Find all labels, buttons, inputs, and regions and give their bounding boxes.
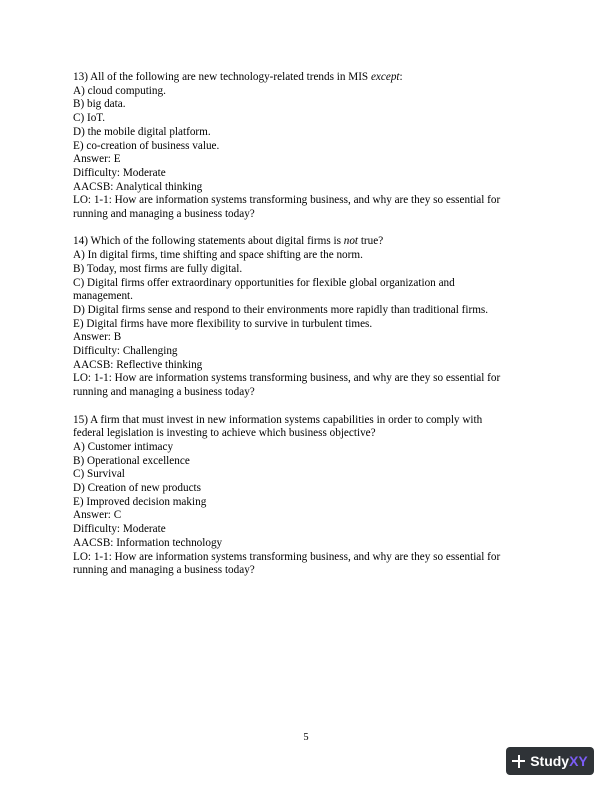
- question-stem: 15) A firm that must invest in new information systems capabilities in order to comply with: [73, 413, 483, 426]
- stem-text-end: true?: [358, 235, 384, 248]
- learning-objective: LO: 1-1: How are information systems transforming business, and why are they so essential for: [73, 550, 501, 563]
- stem-emphasis: except: [370, 71, 400, 83]
- difficulty: Difficulty: Moderate: [73, 166, 166, 179]
- brand-name: Study: [530, 753, 570, 769]
- option-c: C) IoT.: [73, 112, 106, 125]
- option-d: D) Creation of new products: [73, 482, 202, 495]
- option-d: D) Digital firms sense and respond to their environments more rapidly than traditional firms.: [73, 303, 489, 316]
- option-a: A) Customer intimacy: [73, 440, 174, 453]
- answer: Answer: E: [73, 153, 121, 166]
- difficulty: Difficulty: Challenging: [73, 345, 178, 358]
- aacsb: AACSB: Reflective thinking: [73, 358, 203, 371]
- studyxy-badge[interactable]: [506, 747, 594, 775]
- option-e: E) co-creation of business value.: [73, 139, 220, 152]
- option-c: C) Survival: [73, 468, 125, 481]
- aacsb: AACSB: Information technology: [73, 536, 223, 549]
- stem-text: 13) All of the following are new technology-related trends in MIS: [73, 71, 371, 83]
- learning-objective-cont: running and managing a business today?: [73, 386, 255, 399]
- question-stem-cont: federal legislation is investing to achieve which business objective?: [73, 427, 376, 440]
- learning-objective: LO: 1-1: How are information systems transforming business, and why are they so essential for: [73, 194, 501, 207]
- option-a: A) cloud computing.: [73, 84, 166, 97]
- option-c-cont: management.: [73, 290, 133, 303]
- option-d: D) the mobile digital platform.: [73, 125, 211, 138]
- difficulty: Difficulty: Moderate: [73, 523, 166, 536]
- option-b: B) Operational excellence: [73, 454, 190, 467]
- stem-text-end: :: [399, 71, 403, 83]
- question-list: [73, 71, 543, 592]
- question-14: [73, 235, 543, 399]
- option-a: A) In digital firms, time shifting and space shifting are the norm.: [73, 249, 363, 262]
- option-e: E) Improved decision making: [73, 495, 207, 508]
- learning-objective-cont: running and managing a business today?: [73, 564, 255, 577]
- stem-emphasis: not: [343, 235, 359, 248]
- option-b: B) big data.: [73, 98, 126, 111]
- page-number: 5: [303, 732, 309, 743]
- option-b: B) Today, most firms are fully digital.: [73, 262, 243, 275]
- stem-text: 14) Which of the following statements about digital firms is: [73, 235, 344, 248]
- learning-objective-cont: running and managing a business today?: [73, 208, 255, 221]
- learning-objective: LO: 1-1: How are information systems transforming business, and why are they so essential for: [73, 372, 501, 385]
- option-e: E) Digital firms have more flexibility to survive in turbulent times.: [73, 317, 373, 330]
- brand-accent: XY: [569, 753, 588, 769]
- question-13: [73, 71, 543, 222]
- answer: Answer: B: [73, 331, 122, 344]
- question-stem: [73, 71, 543, 85]
- option-c: C) Digital firms offer extraordinary opportunities for flexible global organization and: [73, 276, 455, 289]
- plus-icon: [512, 755, 525, 768]
- aacsb: AACSB: Analytical thinking: [73, 180, 203, 193]
- question-15: [73, 414, 543, 578]
- answer: Answer: C: [73, 509, 122, 522]
- question-stem: [73, 235, 543, 249]
